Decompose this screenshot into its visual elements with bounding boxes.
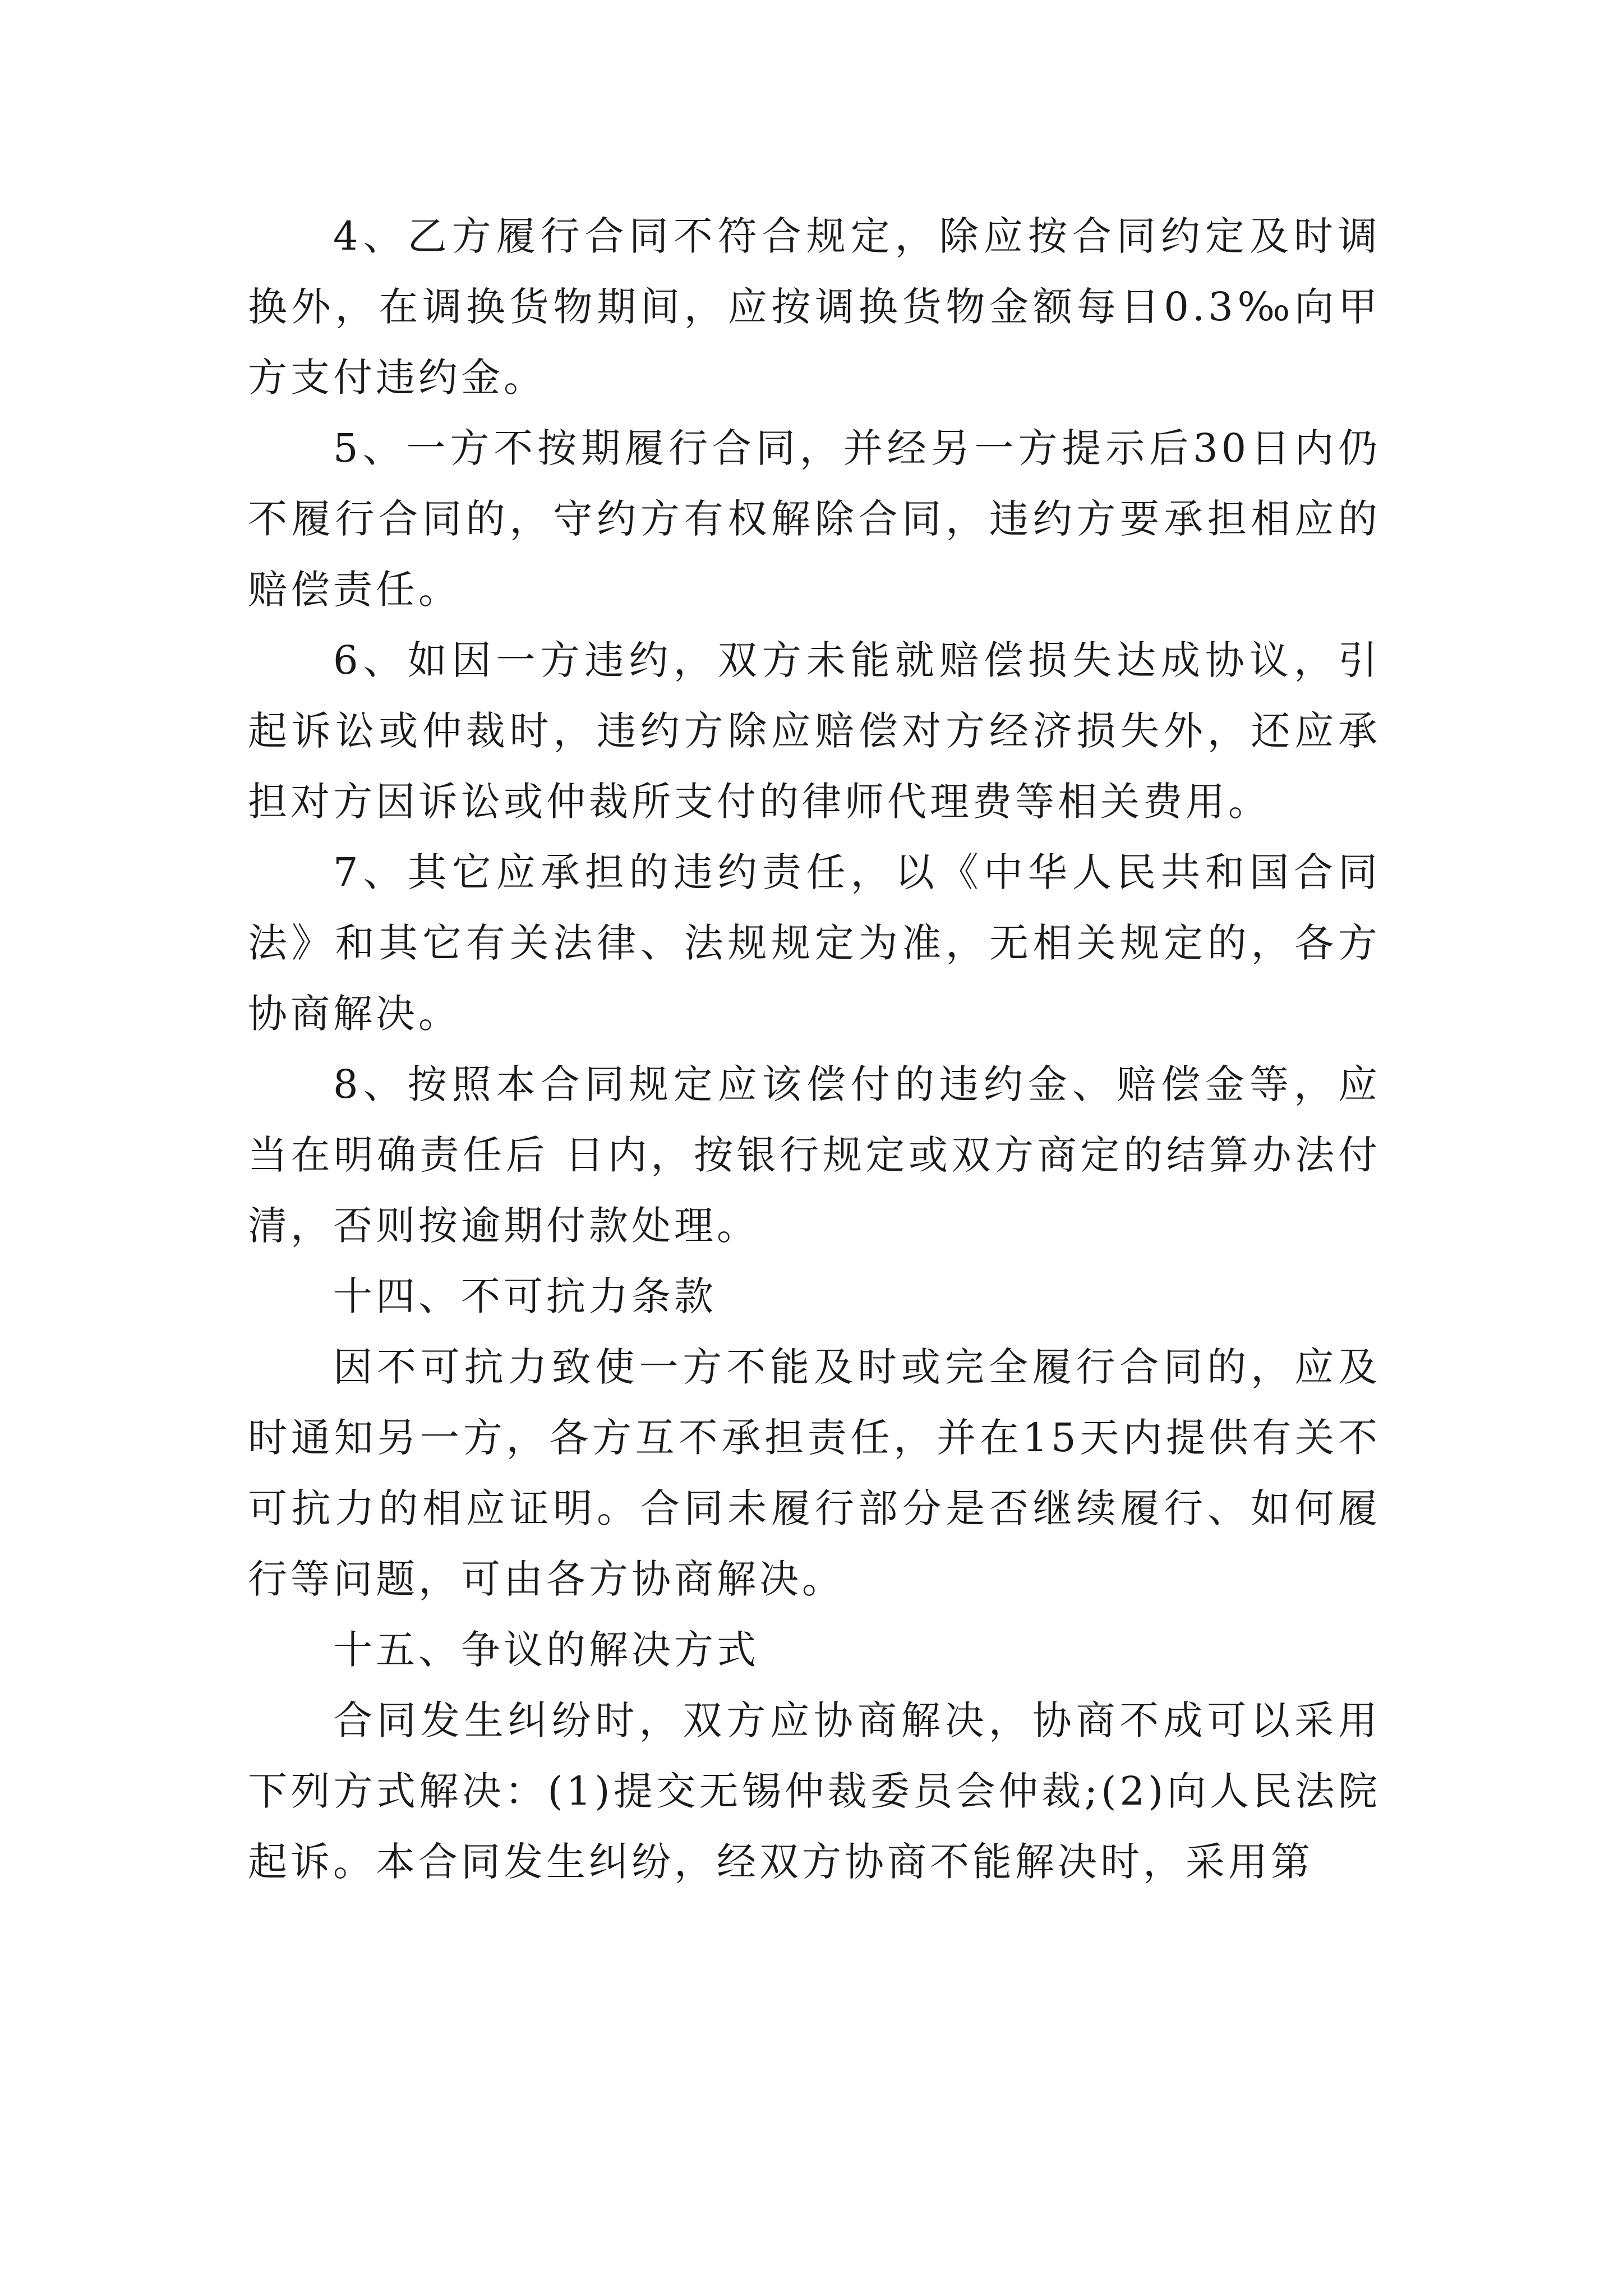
clause-8-paragraph: 8、按照本合同规定应该偿付的违约金、赔偿金等，应当在明确责任后 日内，按银行规定或双方商定的结算办法付清，否则按逾期付款处理。 (248, 1061, 1381, 1249)
section-15-paragraph: 合同发生纠纷时，双方应协商解决，协商不成可以采用下列方式解决：(1)提交无锡仲裁委员会仲裁;(2)向人民法院起诉。本合同发生纠纷，经双方协商不能解决时，采用第 (248, 1697, 1381, 1885)
section-15-heading: 十五、争议的解决方式 (333, 1627, 759, 1673)
clause-7-paragraph: 7、其它应承担的违约责任，以《中华人民共和国合同法》和其它有关法律、法规规定为准，无相关规定的，各方协商解决。 (248, 849, 1381, 1037)
section-14-heading: 十四、不可抗力条款 (333, 1273, 717, 1319)
clause-4-paragraph: 4、乙方履行合同不符合规定，除应按合同约定及时调换外，在调换货物期间，应按调换货物金额每日0.3‰向甲方支付违约金。 (248, 213, 1381, 401)
contract-text-body (248, 201, 1381, 1897)
section-14-paragraph: 因不可抗力致使一方不能及时或完全履行合同的，应及时通知另一方，各方互不承担责任，并在15天内提供有关不可抗力的相应证明。合同未履行部分是否继续履行、如何履行等问题，可由各方协商解决。 (248, 1344, 1381, 1602)
clause-6-paragraph: 6、如因一方违约，双方未能就赔偿损失达成协议，引起诉讼或仲裁时，违约方除应赔偿对方经济损失外，还应承担对方因诉讼或仲裁所支付的律师代理费等相关费用。 (248, 637, 1381, 825)
clause-5-paragraph: 5、一方不按期履行合同，并经另一方提示后30日内仍不履行合同的，守约方有权解除合同，违约方要承担相应的赔偿责任。 (248, 425, 1381, 613)
